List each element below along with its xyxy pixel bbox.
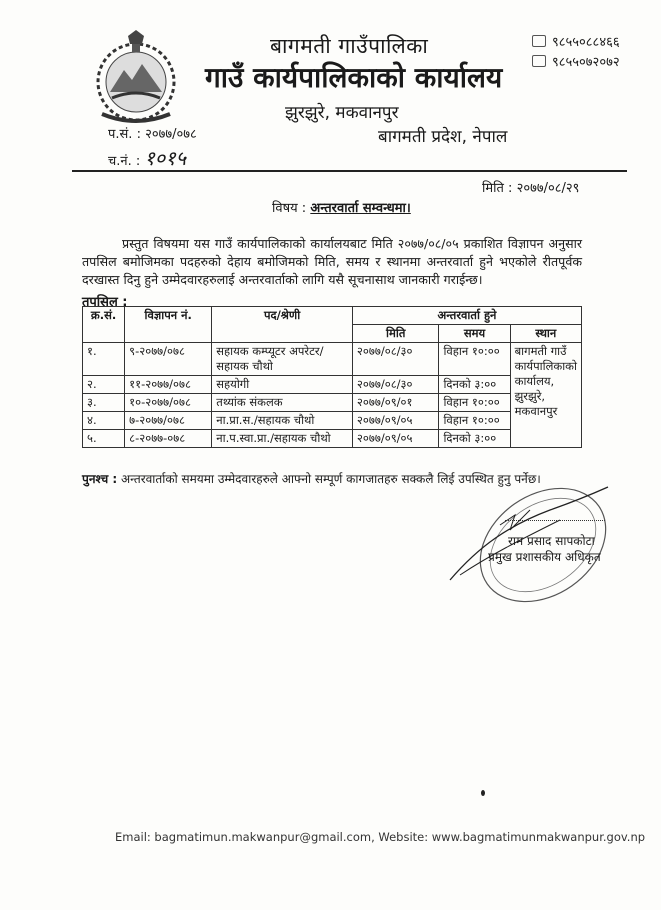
phone-1: ९८५५०८८४६६ [532, 32, 620, 50]
table-row: ३. १०-२०७७/०७८ तथ्यांक संकलक २०७७/०९/०१ विहान १०:०० [83, 394, 582, 412]
col-date: मिति [352, 325, 439, 343]
table-row: ५. ८-२०७७-०७८ ना.प.स्वा.प्रा./सहायक चौथो २०७७/०९/०५ दिनको ३:०० [83, 430, 582, 448]
chalani-number: च.नं. : १०१५ [108, 146, 186, 170]
col-time: समय [439, 325, 510, 343]
place-cell: बागमती गाउँ कार्यपालिकाको कार्यालय, झुरझुरे, मकवानपुर [510, 343, 581, 448]
patra-sankhya: प.सं. : २०७७/०७८ [108, 127, 197, 142]
scan-speck [481, 790, 485, 796]
municipality-name: बागमती गाउँपालिका [270, 34, 429, 58]
postscript: पुनश्च : अन्तरवार्ताको समयमा उम्मेदवारहरुले आफ्नो सम्पूर्ण कागजातहरु सक्कलै लिई उपस्थित हुनु पर्नेछ। [82, 472, 541, 486]
col-post: पद/श्रेणी [212, 307, 353, 343]
government-emblem-icon [92, 30, 180, 125]
col-interview: अन्तरवार्ता हुने [352, 307, 581, 325]
signature-line [505, 520, 605, 521]
col-sn: क्र.सं. [83, 307, 125, 343]
phone-2: ९८५५०७२०७२ [532, 52, 620, 70]
notice-body: प्रस्तुत विषयमा यस गाउँ कार्यपालिकाको कार्यालयबाट मिति २०७७/०८/०५ प्रकाशित विज्ञापन अनुसार तपसिल बमोजिमका पदहरुको देहाय बमोजिमको मिति, समय र स्थानमा अन्तरवार्ता हुने भएकोले रीतपूर्वक दरखास्त दिनु हुने उम्मेदवारहरुलाई अन्तरवार्ताको लागि यसै सूचनासाथ जानकारी गराईन्छ। [82, 236, 582, 287]
province-line: बागमती प्रदेश, नेपाल [378, 127, 508, 147]
office-location: झुरझुरे, मकवानपुर [285, 103, 399, 123]
signatory-title: प्रमुख प्रशासकीय अधिकृत [488, 550, 601, 564]
col-adv-no: विज्ञापन नं. [125, 307, 212, 343]
letter-date: मिति : २०७७/०८/२९ [482, 181, 580, 196]
table-row: २. ११-२०७७/०७८ सहयोगी २०७७/०८/३० दिनको ३:०० [83, 376, 582, 394]
table-header-row [83, 307, 582, 325]
table-row: ४. ७-२०७७/०७८ ना.प्रा.स./सहायक चौथो २०७७/०९/०५ विहान १०:०० [83, 412, 582, 430]
col-place: स्थान [510, 325, 581, 343]
footer-contact: Email: bagmatimun.makwanpur@gmail.com, Website: www.bagmatimunmakwanpur.gov.np [115, 830, 646, 844]
interview-schedule-table [82, 306, 582, 448]
phone-icon [532, 55, 546, 67]
office-title: गाउँ कार्यपालिकाको कार्यालय [205, 61, 503, 94]
tapasil-label: तपसिल : [82, 295, 128, 310]
header-divider [72, 170, 627, 172]
table-row: १. ९-२०७७/०७८ सहायक कम्प्यूटर अपरेटर/सहायक चौथो २०७७/०८/३० विहान १०:०० बागमती गाउँ कार्यपालिकाको कार्यालय, झुरझुरे, मकवानपुर [83, 343, 582, 376]
subject-line: विषय : अन्तरवार्ता सम्वन्धमा। [272, 201, 411, 216]
phone-icon [532, 35, 546, 47]
signatory-name: राम प्रसाद सापकोटा [508, 534, 595, 548]
